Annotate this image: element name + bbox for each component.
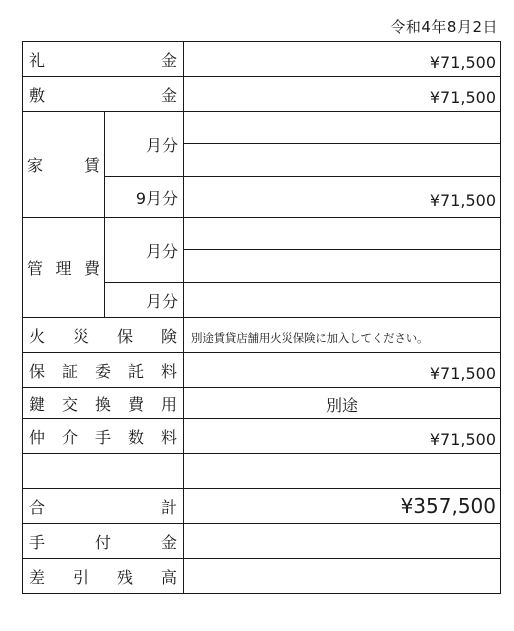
row-blank [23, 454, 501, 489]
document-date: 令和4年8月2日 [390, 18, 498, 36]
label-kasai: 火災保険 [23, 318, 184, 353]
unit-yachin-2: 9月分 [105, 177, 184, 218]
value-yachin-2: ¥71,500 [184, 177, 501, 218]
label-tetsuke: 手付金 [23, 524, 184, 559]
value-yachin-1-lower [184, 144, 500, 176]
row-hosho [23, 353, 501, 388]
row-chukai [23, 419, 501, 454]
row-kagi [23, 388, 501, 419]
value-chukai: ¥71,500 [184, 419, 501, 454]
value-kanrihi-1 [184, 218, 501, 283]
row-kanrihi-1 [23, 218, 501, 283]
label-gokei: 合計 [23, 489, 184, 524]
label-kanrihi: 管理費 [23, 218, 105, 318]
row-kasai [23, 318, 501, 353]
value-kanrihi-1-lower [184, 250, 500, 282]
row-shikikin [23, 77, 501, 112]
value-kasai: 別途賃貸店舗用火災保険に加入してください。 [184, 318, 501, 353]
row-tetsuke [23, 524, 501, 559]
value-kanrihi-2 [184, 283, 501, 318]
row-reikin [23, 42, 501, 77]
label-yachin: 家賃 [23, 112, 105, 218]
value-sashihiki [184, 559, 501, 594]
value-kanrihi-1-upper [184, 218, 500, 250]
row-yachin-1 [23, 112, 501, 177]
fee-table [22, 41, 501, 594]
value-blank [184, 454, 501, 489]
unit-kanrihi-2: 月分 [105, 283, 184, 318]
value-tetsuke [184, 524, 501, 559]
label-blank [23, 454, 184, 489]
row-sashihiki [23, 559, 501, 594]
value-reikin: ¥71,500 [184, 42, 501, 77]
value-yachin-1-upper [184, 112, 500, 144]
value-yachin-1 [184, 112, 501, 177]
label-kagi: 鍵交換費用 [23, 388, 184, 419]
unit-kanrihi-1: 月分 [105, 218, 184, 283]
label-shikikin: 敷金 [23, 77, 184, 112]
row-gokei [23, 489, 501, 524]
value-shikikin: ¥71,500 [184, 77, 501, 112]
unit-yachin-1: 月分 [105, 112, 184, 177]
label-chukai: 仲介手数料 [23, 419, 184, 454]
label-sashihiki: 差引残高 [23, 559, 184, 594]
label-hosho: 保証委託料 [23, 353, 184, 388]
label-reikin: 礼金 [23, 42, 184, 77]
value-kagi: 別途 [184, 388, 501, 419]
value-hosho: ¥71,500 [184, 353, 501, 388]
value-gokei: ¥357,500 [184, 489, 501, 524]
